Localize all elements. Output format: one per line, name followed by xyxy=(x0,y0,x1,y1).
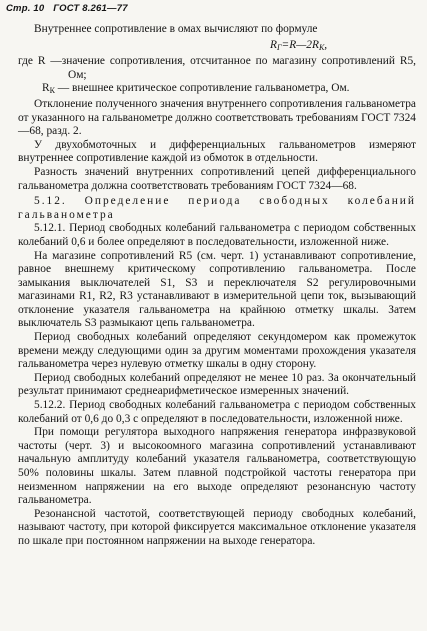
paragraph: Разность значений внутренних сопротивлений цепей дифференциального гальванометра должна соответствовать требованиям ГОСТ 7324—68. xyxy=(18,165,416,192)
formula-rhs: =R—2R xyxy=(281,38,319,51)
formula-lhs-sub: Г xyxy=(276,42,282,52)
paragraph: Период свободных колебаний определяют не менее 10 раз. За окончательный результат принимают среднеарифметическое измеренных значений. xyxy=(18,371,416,398)
paragraph: У двухобмоточных и дифференциальных гальванометров измеряют внутреннее сопротивление каждой из обмоток в отдельности. xyxy=(18,138,416,165)
formula xyxy=(18,39,416,55)
paragraph: Отклонение полученного значения внутреннего сопротивления гальванометра от указанного на гальванометре должно соответствовать требованиям ГОСТ 7324—68, разд. 2. xyxy=(18,97,416,138)
rk-sub: К xyxy=(49,86,55,96)
formula-end: , xyxy=(324,38,328,51)
page-header xyxy=(6,3,134,14)
paragraph: При помощи регулятора выходного напряжения генератора инфразвуковой частоты (черт. 3) и высокоомного магазина сопротивлений устанавливают начальную амплитуду колебаний указателя гальванометра, соответствующую 50% половины шкалы. Затем плавной подстройкой частоты генератора при неизменном напряжении на его выходе определяют резонансную частоту гальванометра. xyxy=(18,426,416,507)
where-rk-definition xyxy=(18,82,416,98)
intro-text: Внутреннее сопротивление в омах вычисляют по формуле xyxy=(34,23,318,35)
paragraph: 5.12.2. Период свободных колебаний гальванометра с периодом собственных колебаний от 0,6 до 0,3 с определяют в последовательности, изложенной ниже. xyxy=(18,399,416,425)
section-heading-5-12: 5.12. Определение периода свободных колебаний гальванометра xyxy=(18,195,416,221)
where-r-definition: где R —значение сопротивления, отсчитанное по магазину сопротивлений R5, Ом; xyxy=(18,55,416,81)
standard-code: ГОСТ 8.261—77 xyxy=(53,3,128,14)
rk-text: — внешнее критическое сопротивление гальванометра, Ом. xyxy=(54,82,350,95)
paragraph: На магазине сопротивлений R5 (см. черт. 1) устанавливают сопротивление, равное внешнему критическому сопротивлению гальванометра. После замыкания выключателей S1, S3 и переключателя S2 регулировочными магазинами R1, R2, R3 устанавливают в измерительной цепи ток, вызывающий отклонение указателя гальванометра на крайнюю отметку шкалы. Затем выключатель S3 размыкают цепь гальванометра. xyxy=(18,249,416,330)
formula-lhs: R xyxy=(270,38,277,51)
paragraph: Период свободных колебаний определяют секундомером как промежуток времени между следующими один за другим моментами прохождения указателя гальванометра через нулевую отметку шкалы в одну сторону. xyxy=(18,331,416,371)
rk-symbol: R xyxy=(42,82,50,95)
paragraph: 5.12.1. Период свободных колебаний гальванометра с периодом собственных колебаний 0,6 и более определяют в последовательности, изложенной ниже. xyxy=(18,222,416,248)
page-number: Стр. 10 xyxy=(6,3,45,14)
document-body xyxy=(18,23,416,549)
formula-rhs-sub: К xyxy=(318,42,325,52)
paragraph: Резонансной частотой, соответствующей периоду свободных колебаний, называют частоту, при которой фиксируется максимальное отклонение указателя по шкале при постоянном напряжении на выходе генератора. xyxy=(18,507,416,547)
